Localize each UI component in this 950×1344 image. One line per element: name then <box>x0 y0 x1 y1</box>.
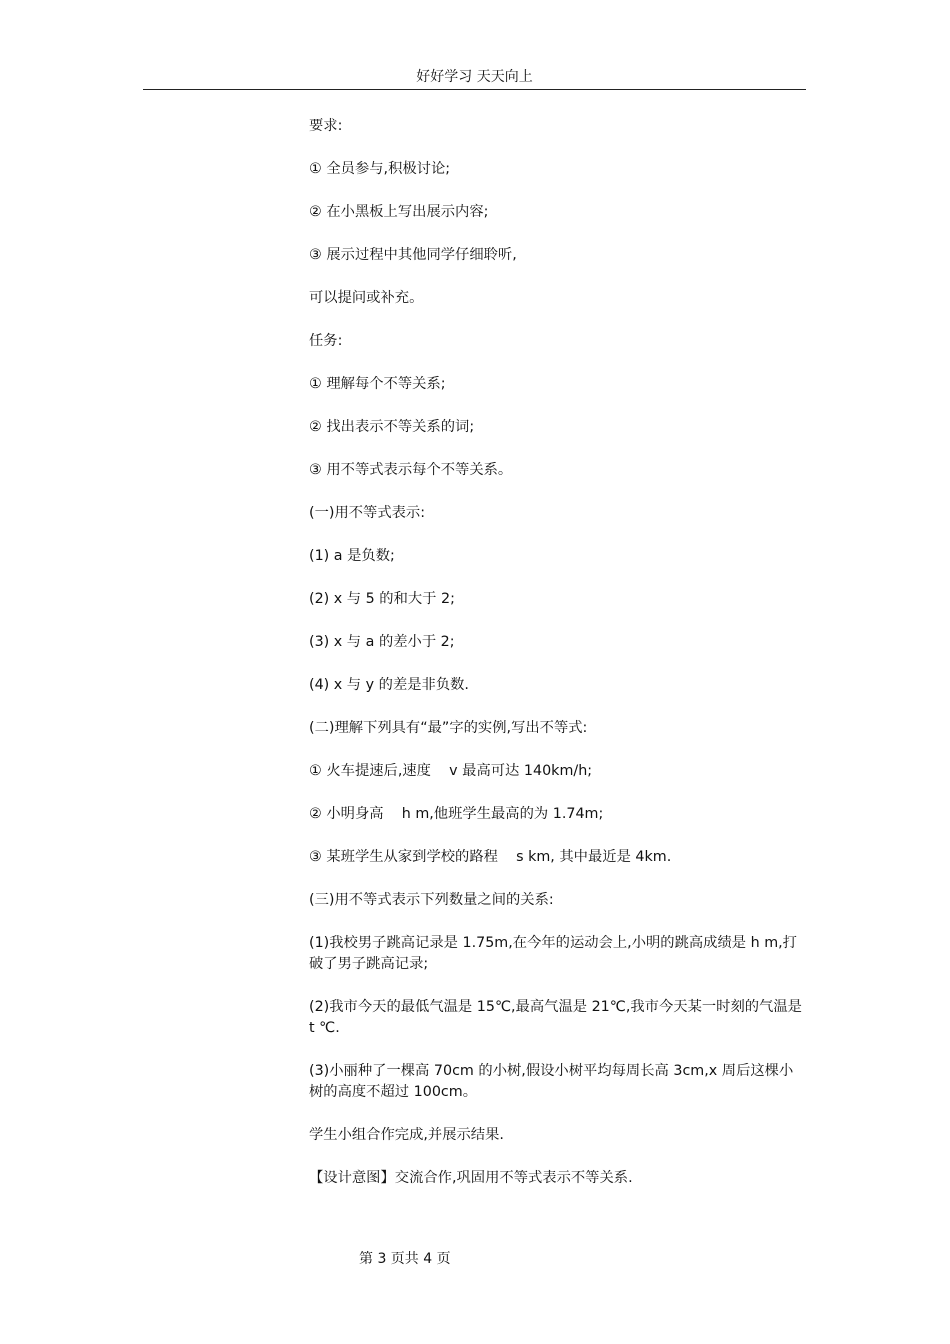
paragraph-requirement-2: ② 在小黑板上写出展示内容; <box>309 204 489 220</box>
paragraph-section-2-heading: (二)理解下列具有“最”字的实例,写出不等式: <box>309 720 588 736</box>
paragraph-requirement-3: ③ 展示过程中其他同学仔细聆听, <box>309 247 517 263</box>
paragraph-section-2-item-3: ③ 某班学生从家到学校的路程 s km, 其中最近是 4km. <box>309 849 672 865</box>
page-header <box>143 68 806 90</box>
paragraph-requirement-1: ① 全员参与,积极讨论; <box>309 161 451 177</box>
paragraph-section-3-item-2: (2)我市今天的最低气温是 15℃,最高气温是 21℃,我市今天某一时刻的气温是 t ℃. <box>309 999 802 1036</box>
paragraph-design-intent: 【设计意图】交流合作,巩固用不等式表示不等关系. <box>309 1170 633 1186</box>
paragraph-requirements-heading: 要求: <box>309 118 343 134</box>
document-body <box>309 116 806 1211</box>
page-number: 第 3 页共 4 页 <box>359 1251 451 1267</box>
paragraph-section-1-heading: (一)用不等式表示: <box>309 505 426 521</box>
paragraph-task-2: ② 找出表示不等关系的词; <box>309 419 475 435</box>
paragraph-section-3-heading: (三)用不等式表示下列数量之间的关系: <box>309 892 554 908</box>
paragraph-section-1-item-3: (3) x 与 a 的差小于 2; <box>309 634 455 650</box>
paragraph-requirement-3-cont: 可以提问或补充。 <box>309 290 424 306</box>
paragraph-task-1: ① 理解每个不等关系; <box>309 376 446 392</box>
paragraph-task-3: ③ 用不等式表示每个不等关系。 <box>309 462 513 478</box>
header-title: 好好学习 天天向上 <box>416 69 533 85</box>
paragraph-section-2-item-1: ① 火车提速后,速度 v 最高可达 140km/h; <box>309 763 593 779</box>
paragraph-section-1-item-1: (1) a 是负数; <box>309 548 395 564</box>
paragraph-group-work: 学生小组合作完成,并展示结果. <box>309 1127 504 1143</box>
page-footer <box>359 1250 451 1268</box>
paragraph-section-3-item-1: (1)我校男子跳高记录是 1.75m,在今年的运动会上,小明的跳高成绩是 h m,打破了男子跳高记录; <box>309 935 797 972</box>
paragraph-section-2-item-2: ② 小明身高 h m,他班学生最高的为 1.74m; <box>309 806 604 822</box>
paragraph-section-1-item-4: (4) x 与 y 的差是非负数. <box>309 677 469 693</box>
paragraph-section-1-item-2: (2) x 与 5 的和大于 2; <box>309 591 455 607</box>
paragraph-section-3-item-3: (3)小丽种了一棵高 70cm 的小树,假设小树平均每周长高 3cm,x 周后这棵小树的高度不超过 100cm。 <box>309 1063 794 1100</box>
paragraph-tasks-heading: 任务: <box>309 333 343 349</box>
